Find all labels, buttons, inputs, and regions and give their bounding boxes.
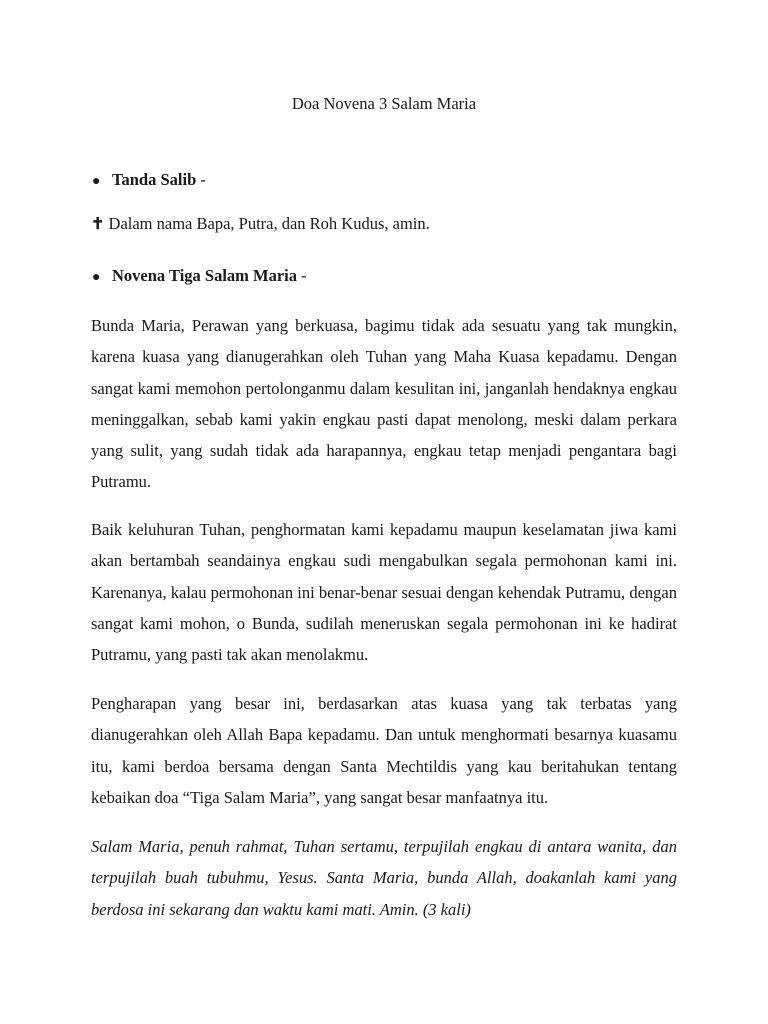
section-heading-novena xyxy=(92,265,307,289)
section-heading-label: Tanda Salib xyxy=(112,170,197,189)
document-title: Doa Novena 3 Salam Maria xyxy=(291,94,477,113)
paragraph: Baik keluhuran Tuhan, penghormatan kami kepadamu maupun keselamatan jiwa kami akan bertambah seandainya engkau sudi mengabulkan segala permohonan kami ini. Karenanya, kalau permohonan ini benar-benar sesuai dengan kehendak Putramu, dengan sangat kami mohon, o Bunda, sudilah meneruskan segala permohonan ini ke hadirat Putramu, yang pasti tak akan menolakmu. xyxy=(91,520,677,665)
section-heading-label: Novena Tiga Salam Maria xyxy=(112,266,298,285)
paragraph: Pengharapan yang besar ini, berdasarkan atas kuasa yang tak terbatas yang dianugerahkan oleh Allah Bapa kepadamu. Dan untuk menghormati besarnya kuasamu itu, kami berdoa bersama dengan Santa Mechtildis yang kau beritahukan tentang kebaikan doa “Tiga Salam Maria”, yang sangat besar manfaatnya itu. xyxy=(91,694,677,807)
sign-of-cross-text: Dalam nama Bapa, Putra, dan Roh Kudus, amin. xyxy=(104,214,430,233)
section-heading-tanda-salib xyxy=(92,169,206,193)
bullet-icon: ● xyxy=(92,270,101,285)
section-heading-suffix: - xyxy=(297,266,307,285)
sign-of-cross-line xyxy=(91,213,430,236)
bullet-icon: ● xyxy=(92,174,101,189)
section-heading-suffix: - xyxy=(196,170,206,189)
paragraph: Bunda Maria, Perawan yang berkuasa, bagimu tidak ada sesuatu yang tak mungkin, karena kuasa yang dianugerahkan oleh Tuhan yang Maha Kuasa kepadamu. Dengan sangat kami memohon pertolonganmu dalam kesulitan ini, janganlah hendaknya engkau meninggalkan, sebab kami yakin engkau pasti dapat menolong, meski dalam perkara yang sulit, yang sudah tidak ada harapannya, engkau tetap menjadi pengantara bagi Putramu. xyxy=(91,316,677,492)
cross-icon: ✝ xyxy=(91,216,105,233)
prayer-paragraph: Salam Maria, penuh rahmat, Tuhan sertamu, terpujilah engkau di antara wanita, dan terpujilah buah tubuhmu, Yesus. Santa Maria, bunda Allah, doakanlah kami yang berdosa ini sekarang dan waktu kami mati. Amin. (3 kali) xyxy=(91,837,677,919)
